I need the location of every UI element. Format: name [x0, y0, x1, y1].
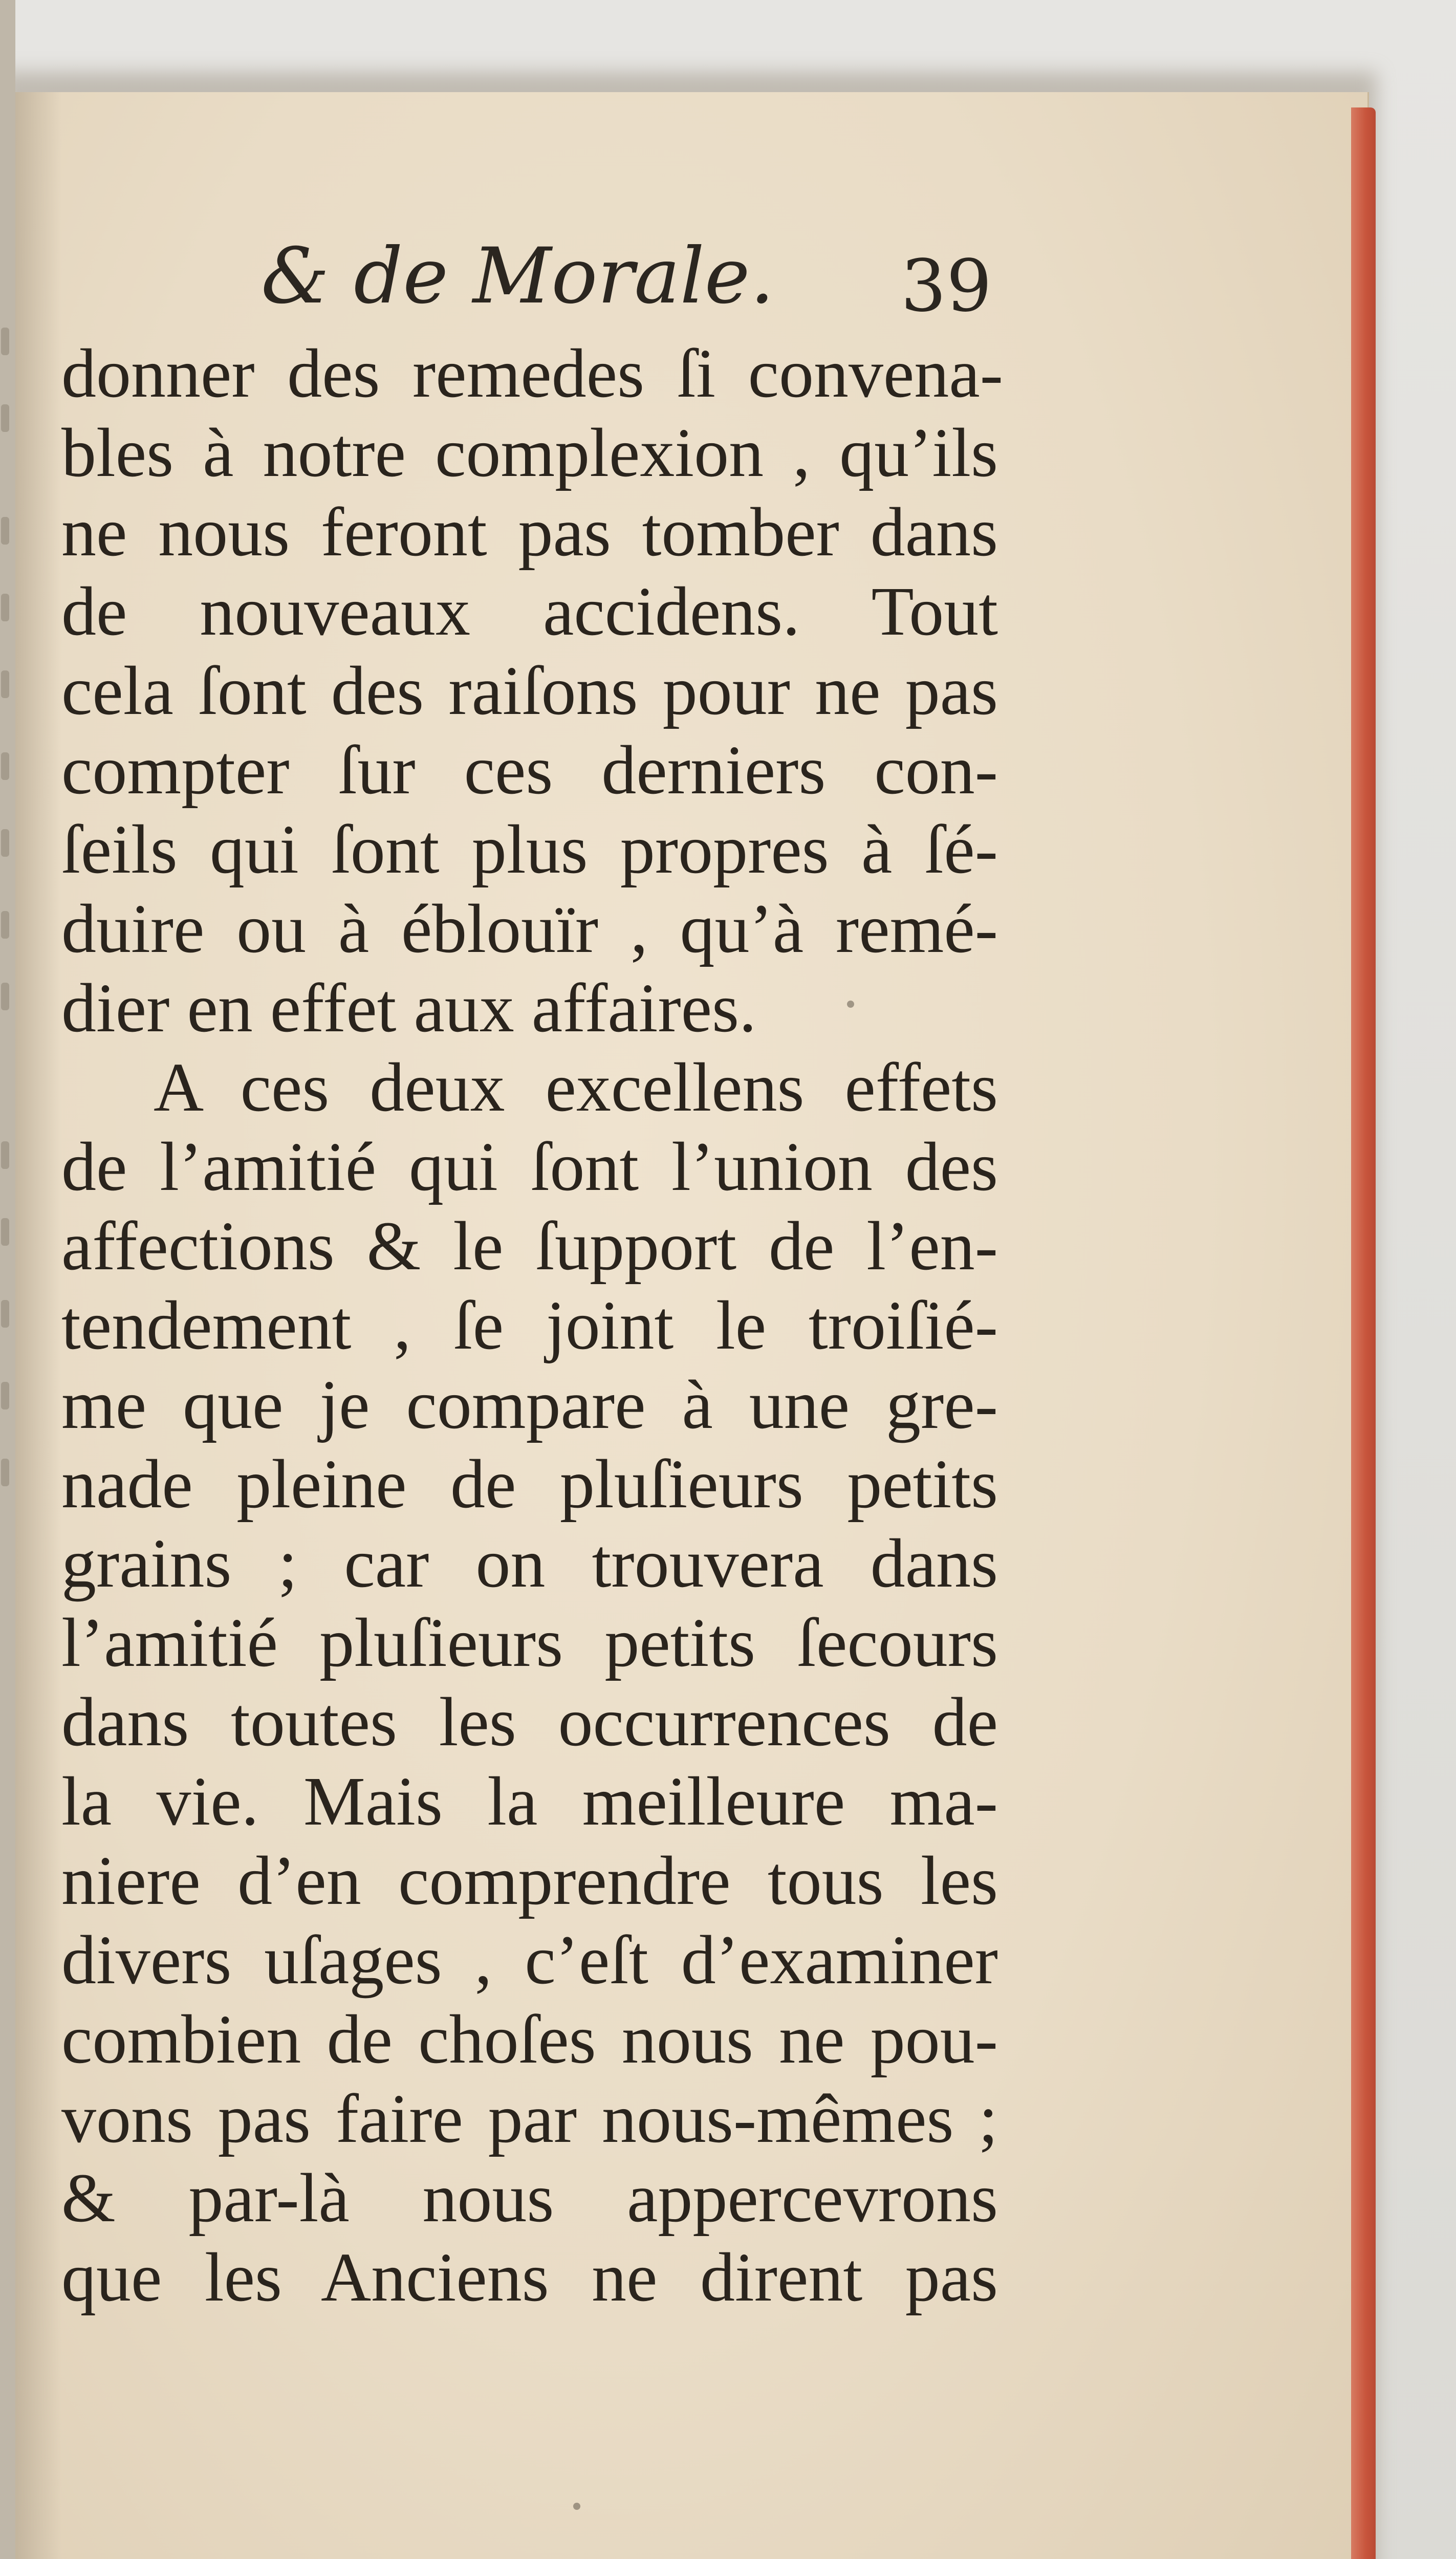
gutter-mark — [1, 752, 9, 780]
left-binding — [0, 0, 15, 2559]
gutter-mark — [1, 829, 9, 857]
stray-ink-dot — [573, 2503, 580, 2510]
text-line: dier en effet aux affaires. — [61, 970, 757, 1047]
text-line: nade pleine de pluſieurs petits — [61, 1446, 998, 1523]
gutter-mark — [1, 911, 9, 939]
gutter-mark — [1, 1459, 9, 1486]
gutter-mark — [1, 983, 9, 1010]
text-line: ſeils qui ſont plus propres à ſé- — [61, 811, 998, 888]
text-line: de l’amitié qui ſont l’union des — [61, 1129, 998, 1205]
gutter-mark — [1, 328, 9, 355]
page-number: 39 — [901, 245, 992, 328]
text-line: grains ; car on trouvera dans — [61, 1525, 998, 1602]
text-line: cela ſont des raiſons pour ne pas — [61, 653, 998, 729]
text-line: divers uſages , c’eſt d’examiner — [61, 1922, 998, 1999]
text-line: affections & le ſupport de l’en- — [61, 1208, 998, 1285]
text-line: l’amitié pluſieurs petits ſecours — [61, 1604, 998, 1681]
gutter-mark — [1, 1218, 9, 1246]
running-head: & de Morale. — [261, 232, 775, 321]
text-line: niere d’en comprendre tous les — [61, 1842, 998, 1919]
gutter-mark — [1, 404, 9, 432]
text-line: dans toutes les occurrences de — [61, 1684, 998, 1761]
stray-ink-dot — [847, 1001, 854, 1008]
text-line: que les Anciens ne dirent pas — [61, 2239, 998, 2316]
gutter-mark — [1, 1300, 9, 1328]
gutter-mark — [1, 594, 9, 621]
text-line: de nouveaux accidens. Tout — [61, 573, 998, 650]
text-line: combien de choſes nous ne pou- — [61, 2001, 998, 2078]
text-line: me que je compare à une gre- — [61, 1367, 998, 1443]
gutter-mark — [1, 1382, 9, 1409]
gutter-mark — [1, 517, 9, 545]
text-line: & par-là nous appercevrons — [61, 2160, 998, 2237]
text-line: la vie. Mais la meilleure ma- — [61, 1763, 998, 1840]
paragraph-first-line: A ces deux excellens effets — [154, 1049, 998, 1126]
text-line: compter ſur ces derniers con- — [61, 732, 998, 809]
gutter-mark — [1, 670, 9, 698]
text-line: duire ou à éblouïr , qu’à remé- — [61, 891, 998, 967]
text-line: ne nous feront pas tomber dans — [61, 494, 998, 571]
red-page-edge — [1351, 107, 1376, 2559]
text-line: vons pas faire par nous-mêmes ; — [61, 2080, 998, 2157]
text-line: donner des remedes ſi convena- — [61, 335, 1003, 412]
text-line: bles à notre complexion , qu’ils — [61, 415, 998, 491]
gutter-mark — [1, 1141, 9, 1169]
text-line: tendement , ſe joint le troiſié- — [61, 1287, 998, 1364]
